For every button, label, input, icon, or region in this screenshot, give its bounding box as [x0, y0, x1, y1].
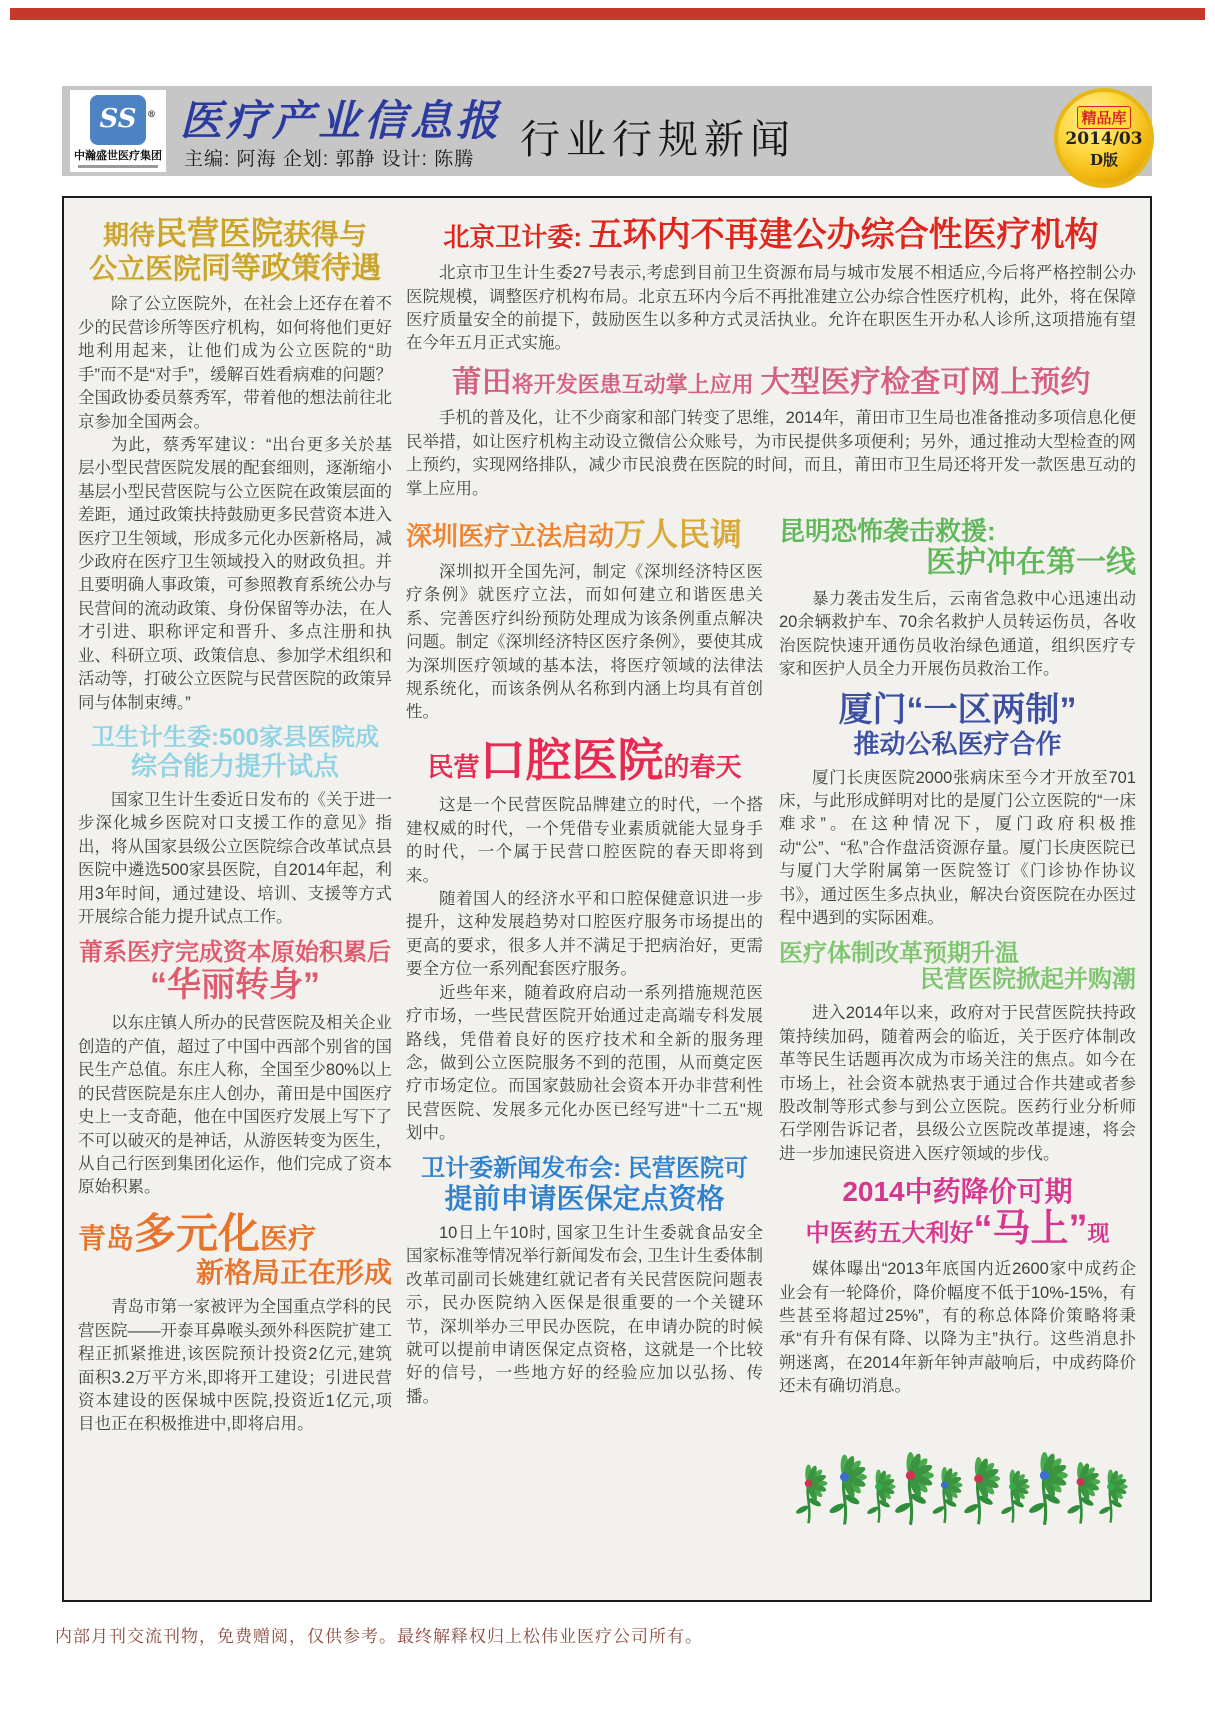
- body-paragraph: 近些年来，随着政府启动一系列措施规范医疗市场，一些民营医院开始通过走高端专科发展路线，凭借着良好的医疗技术和全新的服务理念，做到公立医院服务不到的范围，从而奠定医疗市场定位。而国家鼓励社会资本开办非营利性民营医院、发展多元化办医已经写进"十二五"规划中。: [406, 983, 763, 1143]
- headline-part: 莆系医疗完成资本原始积累后: [79, 938, 391, 966]
- body-paragraph: 10日上午10时, 国家卫生计生委就食品安全国家标准等情况举行新闻发布会, 卫生计生委体制改革司副司长姚建红就记者有关民营医院问题表示，民办医院纳入医保是很重要的一个关键环节，深圳举办三甲民办医院，在申请办院的时候就可以提前申请医保定点资格，这就是一个比较好的信号，一些地方好的经验应加以弘扬、传播。: [406, 1223, 763, 1406]
- article-shenzhen-legislation-poll: [406, 517, 763, 725]
- headline-part: 的春天: [663, 751, 742, 782]
- body-paragraph: 深圳拟开全国先河，制定《深圳经济特区医疗条例》就医疗立法，而如何建立和谐医患关系、完善医疗纠纷预防处理成为该条例重点解决问题。制定《深圳经济特区医疗条例》，要使其成为深圳医疗领域的基本法，将医疗领域的法律法规系统化，而该条例从名称到内涵上均具有首创性。: [406, 562, 763, 722]
- logo-subtext-line: [78, 165, 158, 168]
- headline-kunming-rescue: [779, 517, 1136, 580]
- headline-part: 民营医院: [154, 215, 283, 251]
- headline-part: 医护冲在第一线: [926, 546, 1136, 580]
- headline-part: 2014中药降价可期: [842, 1176, 1073, 1208]
- edition-badge: [1058, 92, 1150, 184]
- body-paragraph: 暴力袭击发生后，云南省急救中心迅速出动20余辆救护车、70余名救护人员转运伤员，各收治医院快速开通伤员收治绿色通道，组织医疗专家和医护人员全力开展伤员救治工作。: [779, 589, 1136, 679]
- body-paragraph: 媒体曝出“2013年底国内近2600家中成药企业会有一轮降价，降价幅度不低于10%-15%，有些甚至将超过25%”，有的称总体降价策略将秉承“有升有保有降、以降为主”执行。这些消息扑朔迷离，在2014年新年钟声敲响后，中成药降价还未有确切消息。: [779, 1260, 1136, 1396]
- headline-part: 中医药五大利好: [805, 1219, 974, 1247]
- body-paragraph: 厦门长庚医院2000张病床至今才开放至701床，与此形成鲜明对比的是厦门公立医院的“一床难求”。在这种情况下，厦门政府积极推动“公”、“私”合作盘活资源存量。厦门长庚医院已与厦门大学附属第一医院签订《门诊协作协议书》，通过医生多点执业，解决台资医院在办医过程中遇到的实际困难。: [779, 768, 1136, 928]
- headline-tcm-price-cut: [779, 1176, 1136, 1250]
- headline-xiamen-cooperation: [779, 691, 1136, 758]
- logo-monogram: SS: [99, 104, 137, 134]
- article-private-dental-spring: [406, 735, 763, 1146]
- staff-credits: 主编: 阿海 企划: 郭静 设计: 陈腾: [184, 149, 475, 170]
- headline-part: 提前申请医保定点资格: [444, 1182, 725, 1214]
- headline-part: 万人民调: [614, 516, 743, 553]
- body-paragraph: 以东庄镇人所办的民营医院及相关企业创造的产值，超过了中国中西部个别省的国民生产总值。东庄人称，全国至少80%以上的民营医院是东庄人创办，莆田是中国医疗史上一支奇葩，他在中国医疗发展上写下了不可以破灭的是神话，从游医转变为医生，从自己行医到集团化运作，他们完成了资本原始积累。: [78, 1014, 392, 1197]
- logo-monogram-icon: [90, 95, 156, 145]
- body-paragraph: 国家卫生计生委近日发布的《关于进一步深化城乡医院对口支援工作的意见》指出，将从国家县级公立医院综合改革试点县医院中遴选500家县医院，自2014年起，利用3年时间，通过建设、培训、支援等方式开展综合能力提升试点工作。: [78, 791, 392, 927]
- headline-expect-private-policy: [78, 216, 392, 285]
- article-xiamen-cooperation: [779, 691, 1136, 930]
- headline-part: 将开发医患互动掌上应用: [511, 371, 754, 397]
- article-putian-transformation: [78, 940, 392, 1200]
- headline-part: 多元化: [134, 1209, 261, 1257]
- headline-part: 医疗: [260, 1222, 317, 1254]
- headline-part: 莆田: [451, 365, 512, 399]
- body-paragraph: 为此，蔡秀军建议：“出台更多关於基层小型民营医院发展的配套细则，逐渐缩小基层小型民营医院与公立医院在政策层面的差距，通过政策扶持鼓励更多民营资本进入医疗卫生领域，形成多元化办医新格局，减少政府在医疗卫生领域投入的财政负担。并且要明确人事政策，可参照教育系统公办与民营间的流动政策、身份保留等办法，在人才引进、职称评定和晋升、多点注册和执业、科研立项、政策信息、参加学术组织和活动等，打破公立医院与民营医院的政策异同与体制束缚。”: [78, 435, 392, 712]
- body-paragraph: 这是一个民营医院品牌建立的时代，一个搭建权威的时代，一个凭借专业素质就能大显身手的时代，一个属于民营口腔医院的春天即将到来。: [406, 796, 763, 885]
- body-paragraph: 手机的普及化，让不少商家和部门转变了思维，2014年，莆田市卫生局也准备推动多项信息化便民举措，如让医疗机构主动设立微信公众账号，为市民提供多项便利；另外，通过推动大型检查的网上预约，实现网络排队，减少市民浪费在医院的时间，而且，莆田市卫生局还将开发一款医患互动的掌上应用。: [406, 409, 1136, 498]
- masthead: [62, 86, 1152, 176]
- headline-500-county-hospitals: [78, 725, 392, 781]
- headline-qingdao-diversified: [78, 1210, 392, 1288]
- headline-shenzhen-legislation-poll: [406, 517, 763, 553]
- headline-part: 公立医院: [88, 252, 201, 284]
- section-title: 行业行规新闻: [520, 118, 796, 162]
- badge-edition: D版: [1089, 151, 1118, 169]
- body-paragraph: 除了公立医院外，在社会上还存在着不少的民营诊所等医疗机构，如何将他们更好地利用起来，让他们成为公立医院的“助手”而不是“对手”，缓解百姓看病难的问题？全国政协委员蔡秀军，带着他的想法前往北京参加全国两会。: [78, 295, 392, 431]
- headline-part: 综合能力提升试点: [130, 750, 339, 781]
- badge-label: 精品库: [1077, 106, 1130, 129]
- headline-part: 期待: [102, 220, 155, 250]
- body-paragraph: 北京市卫生计生委27号表示,考虑到目前卫生资源布局与城市发展不相适应,今后将严格控制公办医院规模，调整医疗机构布局。北京五环内今后不再批准建立公办综合性医疗机构，此外，将在保障医疗质量安全的前提下，鼓励医生以多种方式灵活执业。允许在职医生开办私人诊所,这项措施有望在今年五月正式实施。: [406, 264, 1136, 353]
- headline-part: 卫生计生委:500家县医院成: [90, 724, 380, 752]
- body-paragraph: 青岛市第一家被评为全国重点学科的民营医院——开泰耳鼻喉头颈外科医院扩建工程正抓紧推进,该医院预计投资2亿元,建筑面积3.2万平方米,即将开工建设；引进民营资本建设的医保城中医院,投资近1亿元,项目也正在积极推进中,即将启用。: [78, 1298, 392, 1434]
- registered-mark: ®: [147, 110, 156, 120]
- publisher-name: 中瀚盛世医疗集团: [74, 150, 162, 162]
- headline-part: 同等政策待遇: [201, 251, 381, 285]
- headline-part: “马上”: [973, 1207, 1088, 1250]
- flowers-illustration: [779, 1409, 1136, 1527]
- headline-part: 民营医院掀起并购潮: [920, 966, 1136, 994]
- right-column: [779, 511, 1136, 1527]
- headline-beijing-no-new-public-hospitals: [406, 216, 1136, 254]
- headline-putian-mobile-app: [406, 366, 1136, 400]
- body-paragraph: 随着国人的经济水平和口腔保健意识进一步提升，这种发展趋势对口腔医疗服务市场提出的更高的要求，很多人并不满足于把病治好，更需要全方位一系列配套医疗服务。: [406, 890, 763, 979]
- headline-part: 大型医疗检查可网上预约: [760, 365, 1091, 399]
- article-insurance-qualification: [406, 1156, 763, 1410]
- left-column: [78, 210, 392, 1588]
- article-putian-mobile-app: [406, 366, 1136, 501]
- main-region: [406, 210, 1136, 1588]
- headline-part: 民营: [427, 751, 480, 782]
- headline-part: 五环内不再建公办综合性医疗机构: [588, 216, 1099, 254]
- headline-merger-wave: [779, 941, 1136, 995]
- headline-part: “华丽转身”: [150, 966, 320, 1005]
- headline-kicker: 北京卫计委:: [443, 222, 582, 252]
- body-paragraph: 进入2014年以来，政府对于民营医院扶持政策持续加码，随着两会的临近，关于医疗体制改革等民生话题再次成为市场关注的焦点。如今在市场上，社会资本就热衷于通过合作共建或者参股改制等形式参与到公立医院。医药行业分析师石学刚告诉记者，县级公立医院改革提速，将会进一步加速民资进入医疗领域的步伐。: [779, 1004, 1136, 1163]
- footer-note: 内部月刊交流刊物，免费赠阅，仅供参考。最终解释权归上松伟业医疗公司所有。: [55, 1627, 703, 1646]
- headline-part: 现: [1087, 1220, 1110, 1246]
- headline-part: 口腔医院: [479, 733, 664, 786]
- headline-part: 卫计委新闻发布会: 民营医院可: [421, 1154, 748, 1182]
- article-expect-private-policy: [78, 216, 392, 715]
- headline-part: 青岛: [78, 1222, 135, 1254]
- article-qingdao-diversified: [78, 1210, 392, 1437]
- headline-private-dental-spring: [406, 735, 763, 787]
- paper-title: 医疗产业信息报: [180, 96, 503, 145]
- headline-part: 新格局正在形成: [195, 1256, 392, 1288]
- content-frame: [62, 196, 1152, 1602]
- article-tcm-price-cut: [779, 1176, 1136, 1398]
- badge-date: 2014/03: [1065, 129, 1143, 149]
- headline-putian-transformation: [78, 940, 392, 1005]
- article-merger-wave: [779, 941, 1136, 1167]
- publisher-logo: [70, 90, 166, 172]
- headline-part: 深圳医疗立法启动: [406, 521, 615, 552]
- article-beijing-no-new-public-hospitals: [406, 216, 1136, 356]
- middle-column: [406, 511, 763, 1527]
- article-kunming-rescue: [779, 517, 1136, 681]
- article-500-county-hospitals: [78, 725, 392, 930]
- headline-part: 推动公私医疗合作: [853, 728, 1062, 759]
- top-red-rule: [10, 8, 1205, 20]
- headline-part: 医疗体制改革预期升温: [779, 939, 1019, 967]
- headline-part: 获得与: [283, 219, 368, 250]
- headline-part: 昆明恐怖袭击救援:: [779, 516, 996, 547]
- headline-insurance-qualification: [406, 1156, 763, 1214]
- headline-part: 厦门“一区两制”: [838, 691, 1077, 730]
